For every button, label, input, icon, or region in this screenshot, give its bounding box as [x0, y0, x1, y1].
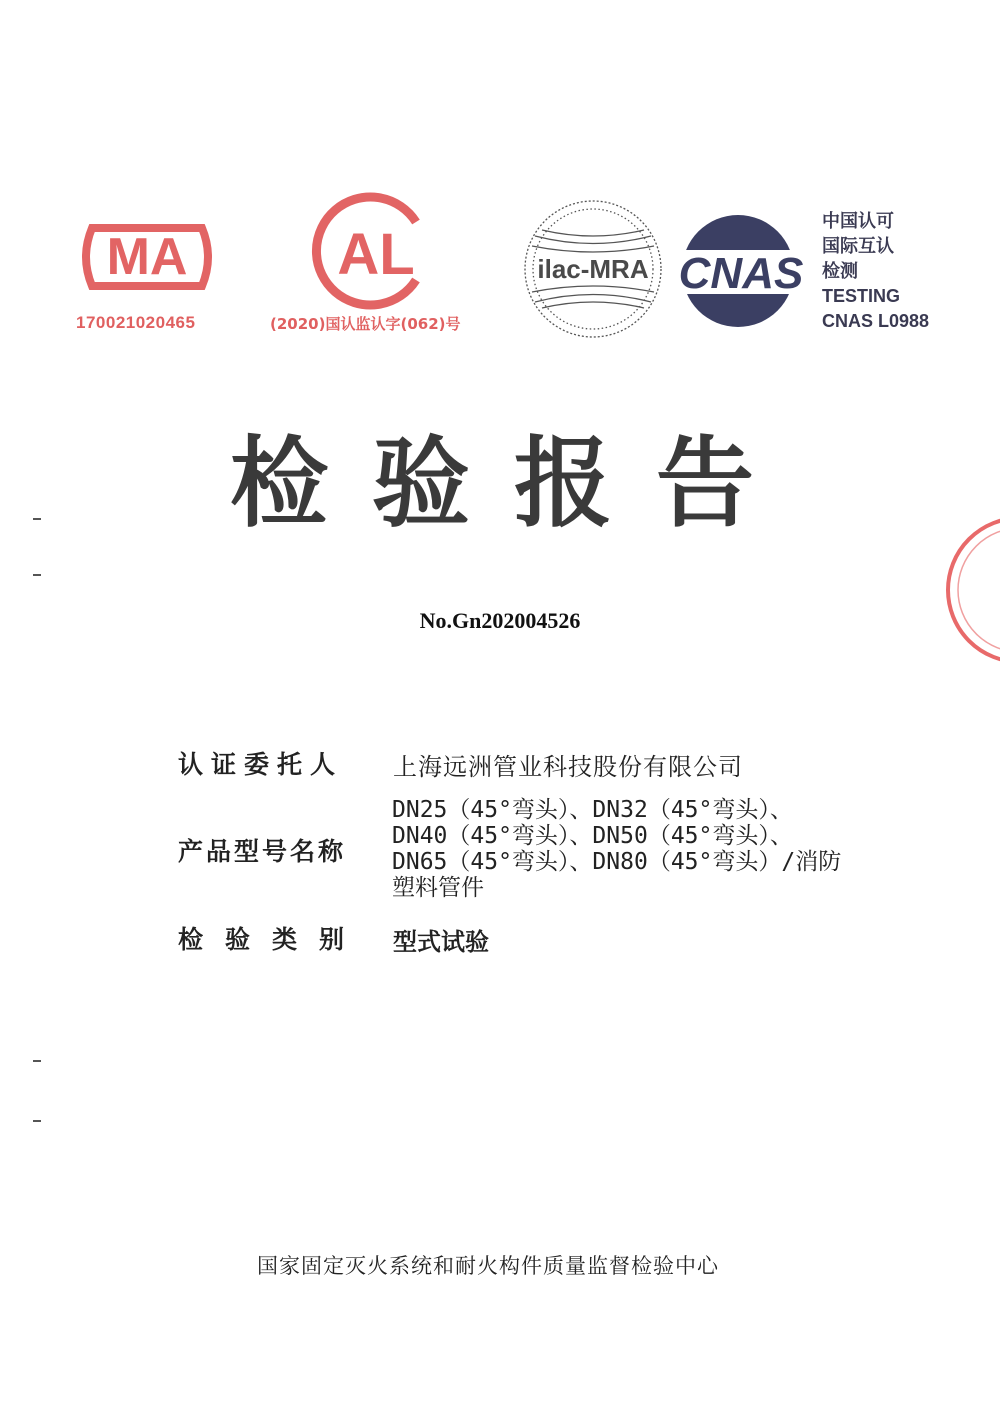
cnas-line: TESTING [822, 286, 901, 306]
product-label: 产品型号名称 [178, 837, 347, 866]
inspection-type-label: 检验类别 [178, 925, 367, 954]
client-label: 认证委托人 [178, 750, 344, 779]
ilac-logo-text: ilac-MRA [537, 254, 649, 284]
cma-logo-text: MA [106, 228, 188, 286]
cnas-logo-text: CNAS [678, 249, 804, 298]
cal-logo-icon [304, 192, 444, 310]
binding-mark [33, 1060, 41, 1062]
cnas-accreditation-text [822, 209, 929, 334]
cnas-logo-icon [664, 212, 818, 330]
cnas-line: 国际互认 [822, 236, 894, 256]
binding-mark [33, 1120, 41, 1122]
ilac-mra-logo-icon [520, 196, 666, 342]
report-number: No.Gn202004526 [419, 608, 581, 633]
cal-code: (2020)国认监认字(062)号 [270, 315, 461, 333]
cnas-line: 中国认可 [822, 211, 894, 231]
official-seal-icon [942, 512, 1000, 667]
client-value: 上海远洲管业科技股份有限公司 [393, 753, 743, 781]
report-title: 检验报告 [230, 427, 799, 541]
cal-logo-text: AL [337, 222, 415, 287]
inspection-type-value: 型式试验 [393, 928, 489, 956]
binding-mark [33, 574, 41, 576]
cnas-line: CNAS L0988 [822, 311, 930, 331]
issuing-organization: 国家固定灭火系统和耐火构件质量监督检验中心 [257, 1254, 719, 1278]
cma-logo-icon [72, 210, 222, 305]
product-value: DN25（45°弯头）、DN32（45°弯头）、 DN40（45°弯头）、DN50（45°弯头）、 DN65（45°弯头）、DN80（45°弯头）/消防 塑料管件 [392, 797, 842, 901]
cma-code: 170021020465 [76, 313, 196, 332]
cnas-line: 检测 [822, 261, 858, 281]
binding-mark [33, 518, 41, 520]
